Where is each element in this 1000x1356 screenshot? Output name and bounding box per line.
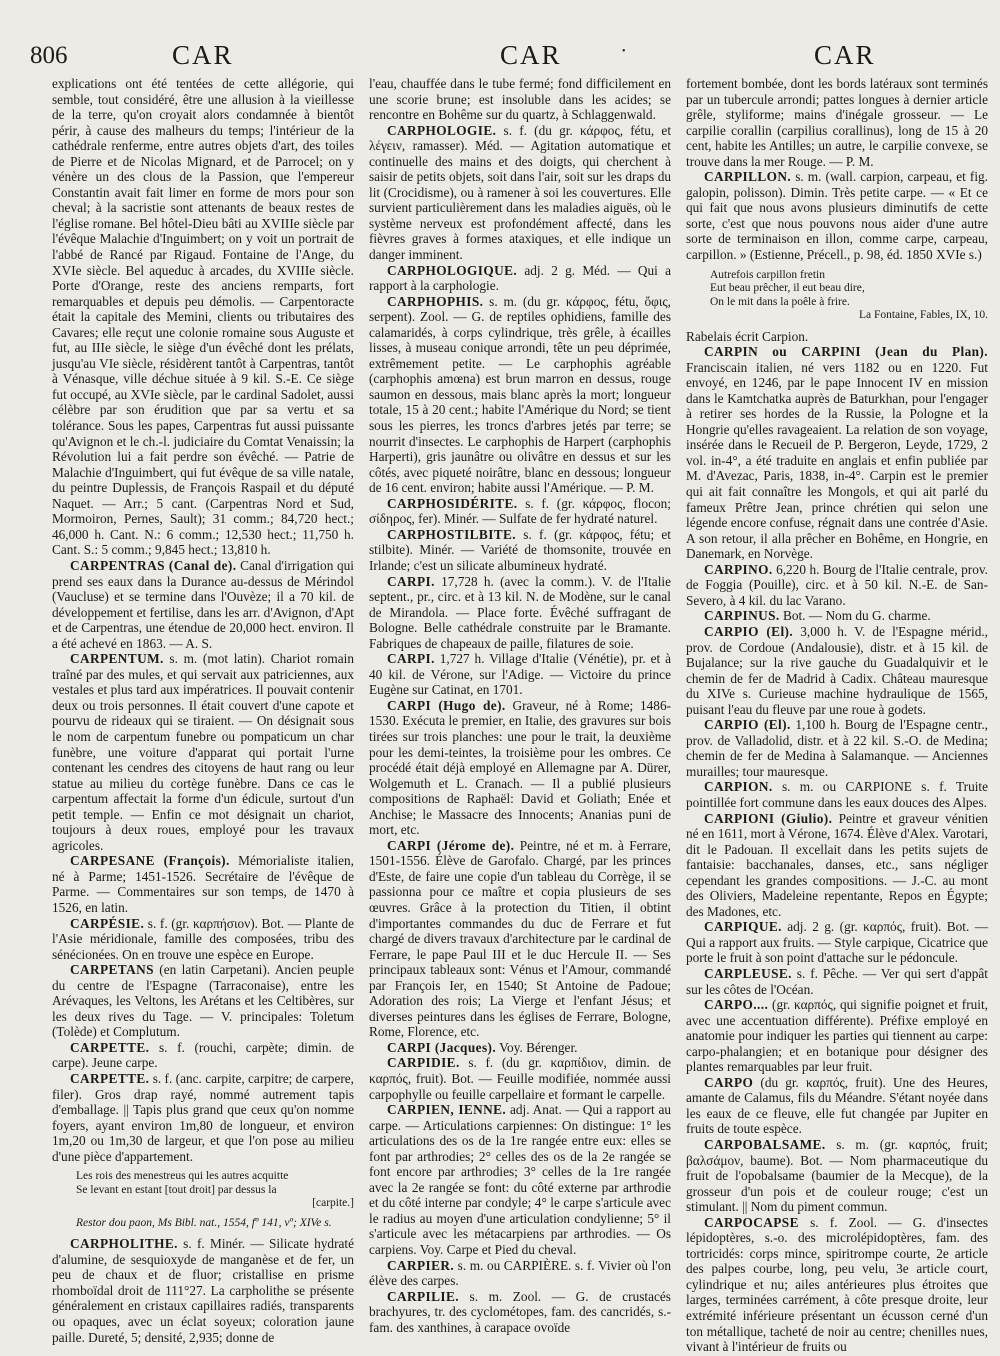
entry-headword: CARPI (Hugo de). — [387, 697, 506, 713]
quote-line: [carpite.] — [312, 1197, 354, 1210]
entry-headword: CARPETANS — [70, 962, 154, 978]
dictionary-entry — [52, 853, 354, 915]
entry-text: (du gr. καρπός, fruit). Une des Heures, amante de Calamus, fils du Méandre. S'étant noyée dans les eaux de ce fleuve, elle fut changée par Jupiter en fruits de toute espèce. — [686, 1074, 989, 1137]
dictionary-entry — [686, 608, 988, 624]
quote-line: Se levant en estant [tout droit] par dessus la — [76, 1183, 277, 1196]
dictionary-entry — [686, 811, 988, 920]
entry-headword: CARPINUS. — [704, 608, 780, 624]
entry-headword: CARPIEN, IENNE. — [387, 1102, 507, 1118]
entry-headword: CARPHOLITHE. — [70, 1236, 178, 1252]
dictionary-entry — [369, 1258, 671, 1289]
column-right — [686, 76, 988, 1355]
entry-headword: CARPOBALSAME. — [704, 1137, 826, 1152]
entry-headword: CARPIONI (Giulio). — [704, 810, 833, 826]
dictionary-entry — [686, 1075, 988, 1137]
entry-headword: CARPETTE. — [70, 1071, 150, 1086]
entry-headword: CARPHOLOGIQUE. — [387, 262, 518, 278]
page-number: 806 — [30, 42, 68, 69]
entry-headword: CARPHOSIDÉRITE. — [387, 495, 518, 511]
entry-text: s. m. (mot latin). Chariot romain traîné par des mules, et qui servait aux patriciennes, aux vestales et plus tard aux impératrices. Il pouvait contenir deux ou trois personnes. Il était couvert d'une capote et pourvu de rideaux qui se tiraient. — On désignait sous le nom de carpentum funebre ou pompaticum un char funèbre, une voiture d'apparat qui portait l'urne contenant les cendres des citoyens de haut rang ou leur statue au milieu du cortège funèbre. Dans ce cas le carpentum affectait la forme d'un édicule, surtout d'un petit temple. — Enfin ce mot désignait un chariot, toujours à deux roues, employé pour les travaux agricoles. — [52, 651, 354, 853]
column-middle — [369, 76, 671, 1335]
entry-text: s. m. Zool. — G. de crustacés brachyures, tr. des cyclométopes, fam. des cancridés, s.-fam. des xanthines, à carapace ovoïde — [369, 1288, 671, 1335]
dictionary-entry — [369, 527, 671, 574]
entry-text: adj. 2 g. (gr. καρπός, fruit). Bot. —Qui a rapport aux fruits. — Style carpique, Cicatrice que porte le fruit à son point d'attache sur le pédoncule. — [686, 919, 988, 966]
dictionary-entry — [52, 558, 354, 651]
dictionary-entry — [686, 966, 988, 997]
dictionary-entry — [686, 562, 988, 609]
entry-text: 1,100 h. Bourg de l'Espagne centr., prov. de Valladolid, distr. et à 22 kil. S.-O. de Medina; chemin de fer de Medina à Salamanque. — Anciennes murailles; tour mauresque. — [686, 717, 988, 779]
entry-headword: CARPION. — [704, 779, 773, 795]
dictionary-entry — [686, 997, 988, 1075]
dictionary-entry — [686, 624, 988, 717]
dictionary-entry — [52, 916, 354, 963]
dictionary-entry — [369, 574, 671, 652]
entry-text: Bot. — Nom du G. charme. — [782, 608, 931, 624]
dictionary-entry — [369, 1040, 671, 1056]
entry-headword: CARPHOSTILBITE. — [387, 526, 517, 542]
running-head-center: CAR — [500, 40, 562, 70]
entry-headword: CARPO.... — [704, 997, 769, 1013]
entry-headword: CARPÉSIE. — [70, 915, 145, 931]
quote-line: On le mit dans la poêle à frire. — [710, 295, 850, 308]
entry-headword: CARPILIE. — [387, 1288, 459, 1304]
entry-text: Peintre et graveur vénitien né en 1611, mort à Vérone, 1674. Élève d'Alex. Varotari, dit le Padouan. Il excellait dans les petits sujets de fantaisie: bacchanales, danses, etc., sans négliger cependant les grandes compositions. — J.-C. au mont des Oliviers, Madeleine repentante, Repos en Égypte; des Madones, etc. — [686, 810, 989, 919]
entry-text: s. m. (wall. carpion, carpeau, et fig. galopin, polisson). Dimin. Très petite carpe. — « Et ce qui fait que nous avons plusieurs diminutifs de cette sorte, c'est que nous pouvons nous aider d'une autre sorte de terminaison en illon, comme carpe, carpeau, carpillon. » (Estienne, Précell., p. 98, éd. 1850 XVIe s.) — [686, 169, 988, 263]
entry-headword: CARPILLON. — [704, 169, 792, 185]
dictionary-entry — [52, 1071, 354, 1164]
entry-text: Canal d'irrigation qui prend ses eaux dans la Durance au-dessus de Mérindol (Vaucluse) et se termine dans l'Ouvèze; il a 70 kil. de développement et fertilise, dans les arr. d'Avignon, d'Apt et de Carpentras, une étendue de 20,000 hect. environ. Il a été achevé en 1863. — A. S. — [52, 557, 354, 651]
entry-headword: CARPENTRAS (Canal de). — [70, 557, 237, 573]
entry-headword: CARPESANE (François). — [70, 853, 230, 869]
entry-text: 17,728 h. (avec la comm.). V. de l'Italie septent., pr., circ. et à 13 kil. N. de Modène, sur le canal de Mirandola. — Place forte. Évêché suffragant de Bologne. Belle cathédrale construite par le Bramante. Fabriques de chapeaux de paille, filatures de soie. — [369, 573, 671, 651]
entry-text: s. f. Minér. — Silicate hydraté d'alumine, de sesquioxyde de manganèse et de fer, un peu de chaux et de fluor; cristallise en prisme rhomboïdal droit de 111°27. La carpholithe se présente généralement en cristaux capillaires radiés, transparents ou opaques, avec un éclat soyeux; coloration jaune paille. Dureté, 5; densité, 2,935; donne de — [52, 1236, 354, 1345]
entry-text: s. m. ou CARPIÈRE. s. f. Vivier où l'on élève des carpes. — [369, 1257, 672, 1289]
dictionary-entry — [52, 962, 354, 1040]
entry-text: Franciscain italien, né vers 1182 ou en 1220. Fut envoyé, en 1246, par le pape Innocent IV en mission dans le Kamtchatka auprès de Baturkhan, pour l'engager à retirer ses hordes de la Russie, la Pologne et la Hongrie qu'elles ravageaient. La relation de son voyage, insérée dans le Recueil de P. Bergeron, Leyde, 1729, 2 vol. in-4°, a été traduite en anglais et enfin publiée par M. d'Avezac, Paris, 1838, in-4°. Carpin est le premier qui ait fait connaître les Mongols, et qui ait parlé du fameux Prêtre Jean, prince chrétien qui selon une légende encore confuse, régnait dans une contrée d'Asie. A son retour, il alla prêcher en Bohême, en Hongrie, en Danemark, en Norvège. — [686, 359, 988, 562]
entry-headword: CARPIN ou CARPINI (Jean du Plan). — [704, 344, 988, 360]
entry-headword: CARPIO (El). — [704, 717, 791, 733]
entry-text: s. f. (gr. κάρφος, flocon; σίδηρος, fer). Minér. — Sulfate de fer hydraté naturel. — [369, 495, 672, 527]
entry-text: Graveur, né à Rome; 1486-1530. Exécuta le premier, en Italie, des gravures sur bois tirées sur trois planches: une pour le trait, la deuxième pour les demi-teintes, la troisième pour les ombres. Ce procédé était déjà employé en Allemagne par A. Dürer, Wolgemuth et L. Cranach. — Il a publié plusieurs compositions de Raphaël: David et Goliath; Enée et Anchise; le Massacre des Innocents; Ananias puni de mort, etc. — [369, 697, 672, 838]
column-left-entries-2 — [52, 1236, 354, 1345]
dictionary-entry — [369, 651, 671, 698]
dictionary-entry — [686, 919, 988, 966]
entry-headword: CARPIQUE. — [704, 919, 782, 935]
dictionary-entry — [686, 76, 988, 169]
running-head-right: CAR — [814, 40, 876, 70]
entry-headword: CARPI. — [387, 573, 435, 589]
quote-line: Eut beau prêcher, il eut beau dire, — [710, 282, 865, 295]
entry-text: s. m. ou CARPIONE s. f. Truite pointillée fort commune dans les eaux douces des Alpes. — [686, 779, 989, 810]
dictionary-entry — [369, 1289, 671, 1336]
dictionary-entry — [369, 263, 671, 294]
dictionary-entry — [369, 838, 671, 1040]
dictionary-entry — [369, 1055, 671, 1102]
column-middle-entries — [369, 76, 671, 1335]
entry-text: s. m. (du gr. κάρφος, fétu, ὄφις, serpent). Zool. — G. de reptiles ophidiens, famille des calamaridés, à corps cylindrique, très grêle, à écailles lisses, à museau conique arrondi, tête un peu déprimée, extrêmement petite. — Le carphophis agréable (carphophis amœna) est brun marron en dessus, rouge saumon en dessous, mais blanc après la mort; longueur totale, 15 à 20 cent.; habite l'Amérique du Nord; se tient sous les pierres, les troncs d'arbres jetés par terre; se nourrit d'insectes. Le carphophis de Harpert (carphophis Harperti), gris jaunâtre ou olivâtre en dessus et sur les côtés, avec piqueté noirâtre, blanc en dessous; longueur de 16 cent. environ; habite aussi l'Amérique. — P. M. — [369, 293, 672, 496]
quote-source: La Fontaine, Fables, IX, 10. — [858, 309, 988, 322]
running-head-left: CAR — [172, 40, 234, 70]
entry-text: s. f. (gr. καρπήσιον). Bot. — Plante de l'Asie méridionale, famille des composées, tribu des sénécionées. On en trouve une espèce en Europe. — [52, 915, 354, 962]
column-right-entries-2 — [686, 329, 988, 1355]
quote-line: Les rois des menestreus qui les autres acquitte — [76, 1170, 289, 1183]
column-right-entries — [686, 76, 988, 263]
entry-text: Mémorialiste italien, né à Parme; 1451-1526. Secrétaire de l'évêque de Parme. — Commentaires sur son temps, de 1470 à 1526, en latin. — [52, 853, 354, 915]
dictionary-entry — [686, 779, 988, 810]
dictionary-entry — [369, 1102, 671, 1257]
entry-text: l'eau, chauffée dans le tube fermé; fond difficilement en une scorie brune; est insoluble dans les acides; se rencontre en Bohême sur du quartz, à Schlaggenwald. — [369, 76, 671, 123]
entry-headword: CARPI (Jérome de). — [387, 837, 515, 853]
entry-headword: CARPI. — [387, 651, 435, 667]
dictionary-entry — [369, 123, 671, 263]
column-left — [52, 76, 354, 1345]
dictionary-entry — [369, 698, 671, 838]
column-left-entries — [52, 76, 354, 1164]
entry-text: s. f. Zool. — G. d'insectes lépidoptères, s.-o. des microlépidoptères, fam. des tortricidés: corps mince, spiritrompe courte, 2e article des palpes courbe, long, peu velu, 3e article court, cylindrique et nu; ailes antérieures plus étroites que larges, terminées carrément, à côte presque droite, leur extrémité inférieure présentant un écusson cerné d'un ton métallique, tacheté de noir au centre; chenilles nues, vivant à l'intérieur de fruits ou — [686, 1214, 989, 1355]
entry-headword: CARPHOPHIS. — [387, 293, 484, 309]
entry-headword: CARPETTE. — [70, 1039, 150, 1055]
dictionary-entry — [686, 344, 988, 562]
dictionary-entry — [369, 76, 671, 123]
dictionary-entry — [686, 717, 988, 779]
entry-headword: CARPINO. — [704, 561, 773, 577]
entry-headword: CARPIER. — [387, 1257, 455, 1273]
entry-text: Voy. Bérenger. — [499, 1039, 578, 1055]
dictionary-entry — [686, 169, 988, 262]
entry-text: Peintre, né et m. à Ferrare, 1501-1556. Élève de Garofalo. Chargé, par les princes d'Este, de faire une copie d'un tableau du Corrège, il se passionna pour ce maître et copia plusieurs de ses œuvres. Grâce à la protection du Titien, il obtint d'importantes commandes du duc de Ferrare et fut chargé de divers travaux d'architecture par le cardinal de Ferrare, le pape Paul III et le duc Hercule II. — Ses principaux tableaux sont: Vénus et l'Amour, commandé par François Ier, en 1540; St Antoine de Padoue; Adoration des rois; La Vierge et l'enfant Jésus; et diverses peintures dans les églises de Ferrare, Bologne, Rome, Florence, etc. — [369, 837, 671, 1040]
entry-text: fortement bombée, dont les bords latéraux sont terminés par un tubercule arrondi; pattes longues à dernier article grêle, styliforme; mains d'inégale grosseur. — Le carpilie corallin (carpilius corallinus), long de 15 à 20 cent, habite les Antilles; un autre, le carpilie convexe, se trouve dans la mer Rouge. — P. M. — [686, 76, 988, 169]
entry-text: adj. 2 g. Méd. — Qui a rapport à la carphologie. — [369, 262, 672, 294]
entry-text: s. f. Pêche. — Ver qui sert d'appât sur les côtes de l'Océan. — [686, 965, 989, 997]
entry-headword: CARPO — [704, 1074, 754, 1090]
dictionary-entry — [369, 294, 671, 496]
entry-headword: CARPI (Jacques). — [387, 1039, 497, 1055]
entry-text: 3,000 h. V. de l'Espagne mérid., prov. de Cordoue (Andalousie), distr. et à 15 kil. de Bujalance; sur la rive gauche du Guadalquivir et le chemin de fer de Madrid à Cadix. Château mauresque du XIVe s. Curieuse machine hydraulique de 1565, puisant l'eau du fleuve par une roue à godets. — [686, 623, 988, 717]
entry-headword: CARPLEUSE. — [704, 965, 792, 981]
quotation-carpillon — [710, 269, 988, 323]
dictionary-entry — [369, 496, 671, 527]
dictionary-entry — [686, 329, 988, 345]
entry-text: 1,727 h. Village d'Italie (Vénétie), pr. et à 40 kil. de Vérone, sur l'Adige. — Victoire du prince Eugène sur Catinat, en 1701. — [369, 651, 671, 698]
dictionary-entry — [52, 76, 354, 558]
dictionary-entry — [52, 651, 354, 853]
dictionary-entry — [52, 1236, 354, 1345]
entry-text: s. m. (gr. καρπός, fruit; βαλσάμον, baume). Bot. — Nom pharmaceutique du fruit de l'opobalsame (baumier de la Mecque), de la grosseur d'un pois et de couleur rouge; c'est un stimulant. || Nom du piment commun. — [686, 1137, 988, 1215]
entry-text: (en latin Carpetani). Ancien peuple du centre de l'Espagne (Tarraconaise), entre les Arévaques, les Veltons, les Arétans et les Celtibères, sur les deux rives du Tage. — V. principales: Toletum (Tolède) et Complutum. — [52, 962, 354, 1040]
entry-headword: CARPENTUM. — [70, 651, 164, 667]
quote-line: Autrefois carpillon fretin — [710, 268, 825, 281]
dictionary-entry — [52, 1040, 354, 1071]
entry-text: s. f. (du gr. κάρφος, fétu, et λέγειν, ramasser). Méd. — Agitation automatique et continuelle des mains et des doigts, qui cherchent à saisir de petits objets, soit dans l'air, soit sur les draps du lit (Crocidisme), ou à ramener à soi les couvertures. Elle survient particulièrement dans les maladies aiguës, où le système nerveux est profondément affecté, dans les fièvres graves à formes ataxiques, et elle indique un danger imminent. — [369, 122, 672, 263]
entry-text: s. f. (rouchi, carpète; dimin. de carpe). Jeune carpe. — [52, 1039, 354, 1071]
entry-text: (gr. καρπός, qui signifie poignet et fruit, avec une accentuation différente). Préfixe employé en anatomie pour indiquer les parties qui tiennent au carpe: carpo-phalangien; et en botanique pour désigner des plantes remarquables par leur fruit. — [686, 997, 989, 1075]
entry-text: Rabelais écrit Carpion. — [686, 328, 809, 344]
entry-text: s. f. (anc. carpite, carpitre; de carpere, filer). Gros drap rayé, nommé autrement tapis d'emballage. || Tapis plus grand que ceux qu'on nomme foyers, ayant environ 1m,80 de longueur, et environ 1m,20 ou 1m,30 de largeur, et que l'on pose au milieu d'une pièce d'appartement. — [52, 1071, 354, 1164]
entry-headword: CARPIDIE. — [387, 1055, 460, 1071]
entry-text: explications ont été tentées de cette allégorie, qui semble, tout considéré, être une allusion à la vieillesse de la terre, qu'on croyait alors condamnée à bientôt périr, à cause des malheurs du temps; l'intérieur de la cathédrale renferme, entre autres objets d'art, des toiles de Pierre et de Nicolas Mignard, et de Parrocel; on y vénère un des clous de la Passion, que l'empereur Constantin avait fait limer en forme de mors pour son cheval; à la sacristie sont attenants de beaux restes de l'église romane. Bel hôtel-Dieu bâti au XVIIIe siècle par l'évêque Malachie d'Inguimbert; on y voit un portrait de l'abbé de Rancé par Rigaud. Fontaine de l'Ange, du XVIe siècle. Bel aqueduc à arcades, du XVIIIe siècle. Porte d'Orange, reste des anciens remparts, fort remarquables et depuis peu démolis. — Carpentoracte était la capitale des Memini, clients ou tributaires des Cavares; elle reçut une colonie romaine sous Auguste et fut, au IIIe siècle, le siège d'un évêché dont les prélats, jusqu'au VIe siècle, résidèrent tantôt à Carpentras, tantôt à Vénasque, ville déchue située à 9 kil. S.-E. Ce siège fut occupé, au XVIe siècle, par le cardinal Sadolet, aussi célèbre par son érudition que par sa vertu et sa tolérance. Sous les papes, Carpentras fut aussi puissante qu'Avignon et le ch.-l. judiciaire du Comtat Venaissin; la Révolution lui a fait perdre son évêché. — Patrie de Malachie d'Inguimbert, qui fut évêque de sa ville natale, du peintre Duplessis, de François Raspail et du député Naquet. — Arr.; 5 cant. (Carpentras Nord et Sud, Mormoiron, Pernes, Sault); 31 comm.; 84,720 hect.; 46,000 h. Cant. N.: 6 comm.; 12,530 hect.; 11,750 h. Cant. S.: 5 comm.; 9,845 hect.; 13,810 h. — [52, 76, 354, 558]
entry-text: adj. Anat. — Qui a rapport au carpe. — Articulations carpiennes: On distingue: 1° les articulations des os de la 1re rangée entre eux: elles se font par arthrodies; 2° celles des os de la 2e rangée se font encore par arthrodies; 3° celles de la 1re rangée avec la 2e rangée se font: du côté externe par arthrodie et du côté interne par condyle; 4° le carpe s'articule avec le radius au moyen d'une articulation condylienne; 5° il s'articule avec les métacarpiens par arthrodies. — Os carpiens. Voy. Carpe et Pied du cheval. — [369, 1102, 672, 1258]
entry-text: s. f. (gr. κάρφος, fétu; et stilbite). Minér. — Variété de thomsonite, trouvée en Irlande; c'est un silicate albumineux hydraté. — [369, 526, 671, 573]
dictionary-entry — [686, 1215, 988, 1355]
quotation-carpite — [76, 1170, 354, 1211]
entry-headword: CARPIO (El). — [704, 623, 794, 639]
entry-headword: CARPOCAPSE — [704, 1214, 799, 1230]
dictionary-entry — [686, 1137, 988, 1215]
quote-source: Restor dou paon, Ms Bibl. nat., 1554, fº 141, vº; XIVe s. — [76, 1216, 332, 1229]
entry-text: s. f. (du gr. καρπίδιον, dimin. de καρπός, fruit). Bot. — Feuille modifiée, nommée aussi carpophylle ou feuille carpellaire et formant le carpelle. — [369, 1055, 671, 1102]
ink-speck: • — [622, 46, 626, 57]
entry-headword: CARPHOLOGIE. — [387, 122, 497, 138]
entry-text: 6,220 h. Bourg de l'Italie centrale, prov. de Foggia (Pouille), circ. et à 50 kil. N.-E. de San-Severo, à 4 kil. du lac Varano. — [686, 561, 988, 608]
